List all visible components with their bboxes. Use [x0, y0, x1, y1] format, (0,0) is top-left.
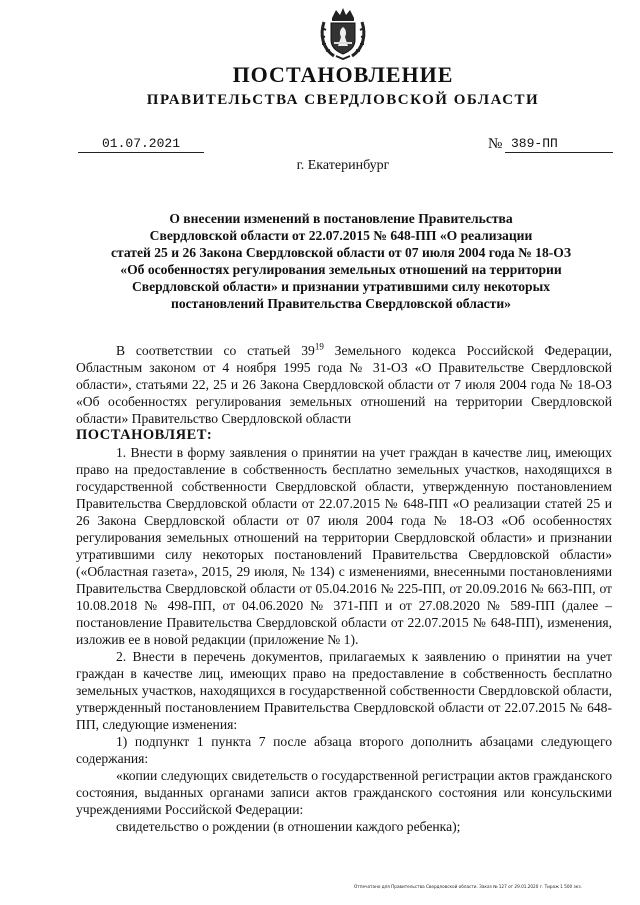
- document-title-line: постановлений Правительства Свердловской области»: [171, 296, 511, 311]
- preamble-paragraph: [76, 342, 612, 427]
- decree-word: ПОСТАНОВЛЯЕТ:: [76, 427, 213, 443]
- document-body: [76, 342, 612, 835]
- document-number-label: №: [488, 136, 503, 152]
- document-type-heading: ПОСТАНОВЛЕНИЕ: [232, 62, 454, 87]
- subitem-1-paragraph: 1) подпункт 1 пункта 7 после абзаца второго дополнить абзацами следующего содержания:: [76, 734, 612, 766]
- article-superscript: 19: [314, 341, 324, 352]
- preamble-start: В соответствии со статьей 39: [116, 343, 315, 358]
- document-title-line: статей 25 и 26 Закона Свердловской области от 07 июля 2004 года № 18-ОЗ: [110, 245, 572, 260]
- item-1-paragraph: 1. Внести в форму заявления о принятии на учет граждан в качестве лиц, имеющих право на предоставление в собственность бесплатно земельных участков, находящихся в государственной собственности Свердловской области, утвержденную постановлением Правительства Свердловской области от 22.07.2015 № 648-ПП «О реализации статей 25 и 26 Закона Свердловской области от 07 июля 2004 года № 18-ОЗ «Об особенностях регулирования земельных отношений на территории Свердловской области» и признании утратившими силу некоторых постановлений Правительства Свердловской области» («Областная газета», 2015, 29 июля, № 134) с изменениями, внесенными постановлениями Правительства Свердловской области от 05.04.2016 № 225-ПП, от 20.09.2016 № 663-ПП, от 10.08.2018 № 498-ПП, от 04.06.2020 № 371-ПП и от 27.08.2020 № 589-ПП (далее – постановление Правительства Свердловской области от 22.07.2015 № 648-ПП), изменения, изложив ее в новой редакции (приложение № 1).: [76, 445, 612, 647]
- preamble-rest: Земельного кодекса Российской Федерации, Областным законом от 4 ноября 1995 года № 31-ОЗ «О Правительстве Свердловской области», статьями 22, 25 и 26 Закона Свердловской области от 7 июля 2004 года № 18-ОЗ «Об особенностях регулирования земельных отношений на территории Свердловской области» Правительство Свердловской области: [76, 343, 612, 426]
- quote-paragraph: «копии следующих свидетельств о государственной регистрации актов гражданского состояния, выданных органами записи актов гражданского состояния или консульскими учреждениями Российской Федерации:: [76, 768, 612, 817]
- document-city: г. Екатеринбург: [296, 158, 390, 173]
- document-date: 01.07.2021: [78, 136, 204, 153]
- document-title-line: О внесении изменений в постановление Правительства: [169, 211, 513, 226]
- document-title-line: «Об особенностях регулирования земельных отношений на территории: [120, 262, 562, 277]
- issuing-authority-heading: ПРАВИТЕЛЬСТВА СВЕРДЛОВСКОЙ ОБЛАСТИ: [146, 92, 540, 108]
- sverdlovsk-coat-of-arms-icon: [318, 6, 368, 60]
- quote-paragraph-2: свидетельство о рождении (в отношении каждого ребенка);: [116, 819, 461, 834]
- item-2-paragraph: 2. Внести в перечень документов, прилагаемых к заявлению о принятии на учет граждан в качестве лиц, имеющих право на предоставление в собственность бесплатно земельных участков, находящихся в государственной собственности Свердловской области, утвержденный постановлением Правительства Свердловской области от 22.07.2015 № 648-ПП, следующие изменения:: [76, 649, 612, 732]
- document-title-line: Свердловской области от 22.07.2015 № 648-ПП «О реализации: [149, 228, 533, 243]
- document-title-line: Свердловской области» и признании утратившими силу некоторых: [131, 279, 550, 294]
- document-title: [76, 210, 606, 312]
- document-number: 389-ПП: [505, 136, 613, 153]
- print-footer-note: Отпечатано для Правительства Свердловской области. Заказ № 127 от 29.01.2020 г. Тираж 1 500 экз.: [354, 884, 582, 889]
